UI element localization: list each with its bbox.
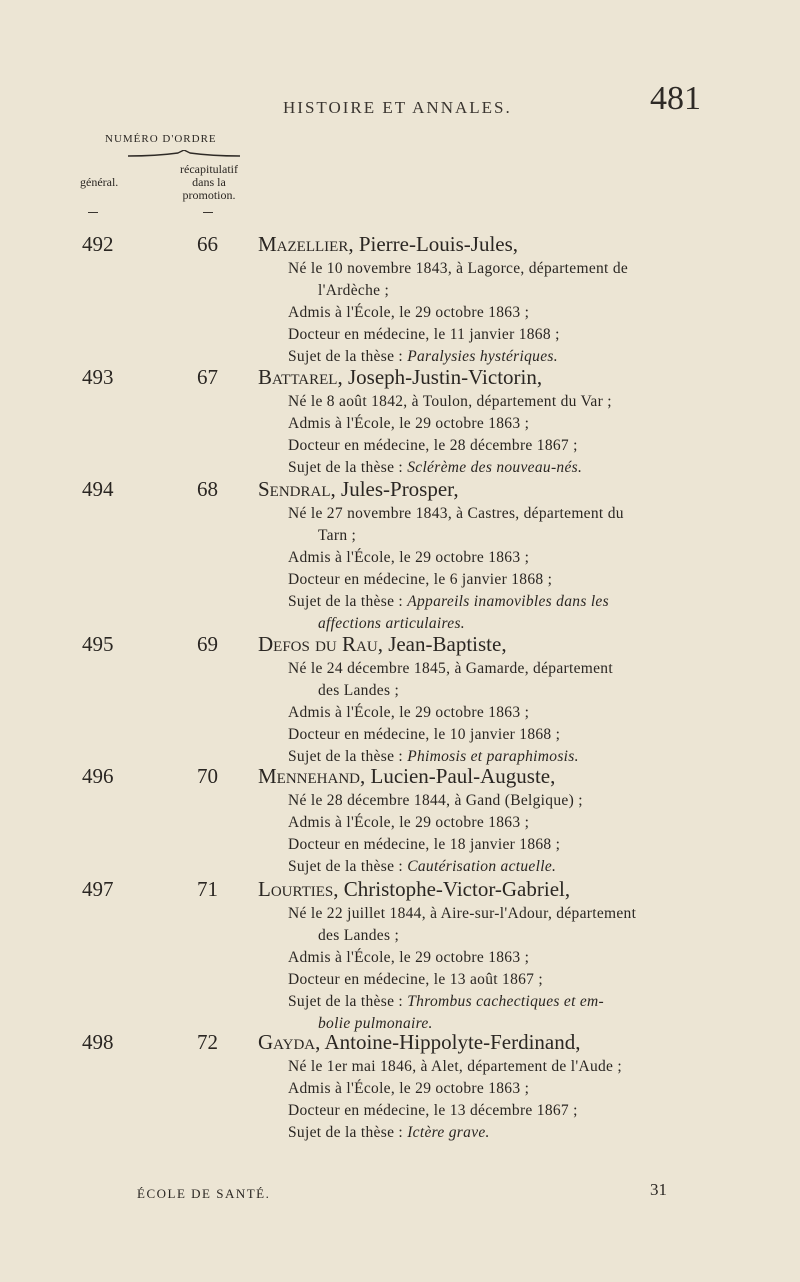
thesis-title: Sclérème des nouveau-nés. (407, 459, 583, 476)
admission-line: Admis à l'École, le 29 octobre 1863 ; (288, 704, 530, 721)
given-names: , Joseph-Justin-Victorin, (337, 365, 543, 389)
recap-line-3: promotion. (182, 188, 236, 202)
column-heading-main: NUMÉRO D'ORDRE (105, 133, 217, 145)
thesis-line (288, 856, 713, 878)
doctorate-line: Docteur en médecine, le 10 janvier 1868 ; (288, 726, 561, 743)
surname: Gayda (258, 1030, 316, 1054)
thesis-prefix: Sujet de la thèse : (288, 1124, 408, 1141)
column-heading-recap (172, 163, 246, 202)
recap-line-1: récapitulatif (180, 162, 238, 176)
general-number: 493 (82, 365, 114, 389)
entry-details (288, 391, 713, 479)
thesis-prefix: Sujet de la thèse : (288, 858, 408, 875)
thesis-title: Cautérisation actuelle. (407, 858, 557, 875)
surname: Sendral (258, 477, 331, 501)
surname: Mazellier (258, 232, 349, 256)
admission-line: Admis à l'École, le 29 octobre 1863 ; (288, 304, 530, 321)
person-name (258, 764, 555, 789)
doctorate-line: Docteur en médecine, le 28 décembre 1867 ; (288, 437, 578, 454)
general-number: 496 (82, 764, 114, 788)
birth-line: Né le 8 août 1842, à Toulon, département du Var ; (288, 393, 612, 410)
thesis-title-continued: affections articulaires. (318, 615, 465, 632)
doctorate-line: Docteur en médecine, le 13 décembre 1867 ; (288, 1102, 578, 1119)
person-name (258, 477, 459, 502)
surname: Defos du Rau (258, 632, 378, 656)
admission-line: Admis à l'École, le 29 octobre 1863 ; (288, 1080, 530, 1097)
thesis-title: Ictère grave. (407, 1124, 490, 1141)
doctorate-line: Docteur en médecine, le 11 janvier 1868 ; (288, 326, 560, 343)
birth-line: Né le 1er mai 1846, à Alet, département de l'Aude ; (288, 1058, 623, 1075)
admission-line: Admis à l'École, le 29 octobre 1863 ; (288, 949, 530, 966)
person-name (258, 1030, 581, 1055)
birth-line-continued: des Landes ; (318, 927, 400, 944)
thesis-title: Thrombus cachectiques et em- (407, 993, 605, 1010)
admission-line: Admis à l'École, le 29 octobre 1863 ; (288, 549, 530, 566)
surname: Lourties (258, 877, 334, 901)
recap-number: 71 (197, 877, 218, 901)
general-number: 494 (82, 477, 114, 501)
thesis-prefix: Sujet de la thèse : (288, 748, 408, 765)
thesis-line (288, 1122, 713, 1144)
person-name (258, 632, 507, 657)
column-dash-recap (203, 212, 213, 213)
person-name (258, 365, 542, 390)
recap-number: 72 (197, 1030, 218, 1054)
doctorate-line: Docteur en médecine, le 13 août 1867 ; (288, 971, 544, 988)
entry-details (288, 1056, 713, 1144)
entry-details (288, 790, 713, 878)
general-number: 498 (82, 1030, 114, 1054)
given-names: , Jules-Prosper, (330, 477, 459, 501)
person-name (258, 232, 518, 257)
given-names: , Christophe-Victor-Gabriel, (333, 877, 571, 901)
thesis-prefix: Sujet de la thèse : (288, 348, 408, 365)
surname: Battarel (258, 365, 338, 389)
general-number: 497 (82, 877, 114, 901)
birth-line-continued: des Landes ; (318, 682, 400, 699)
thesis-prefix: Sujet de la thèse : (288, 593, 408, 610)
entry-details (288, 258, 713, 368)
thesis-line (288, 591, 713, 613)
thesis-line (288, 457, 713, 479)
birth-line: Né le 22 juillet 1844, à Aire-sur-l'Adour, département (288, 905, 637, 922)
thesis-title: Paralysies hystériques. (407, 348, 558, 365)
doctorate-line: Docteur en médecine, le 18 janvier 1868 ; (288, 836, 561, 853)
given-names: , Pierre-Louis-Jules, (348, 232, 519, 256)
recap-number: 67 (197, 365, 218, 389)
surname: Mennehand (258, 764, 360, 788)
recap-number: 68 (197, 477, 218, 501)
running-header: HISTOIRE ET ANNALES. (283, 98, 512, 117)
doctorate-line: Docteur en médecine, le 6 janvier 1868 ; (288, 571, 553, 588)
thesis-prefix: Sujet de la thèse : (288, 993, 408, 1010)
column-dash-general (88, 212, 98, 213)
recap-number: 66 (197, 232, 218, 256)
thesis-line (288, 991, 713, 1013)
general-number: 495 (82, 632, 114, 656)
person-name (258, 877, 570, 902)
heading-brace (128, 150, 240, 158)
thesis-prefix: Sujet de la thèse : (288, 459, 408, 476)
thesis-title: Appareils inamovibles dans les (407, 593, 609, 610)
general-number: 492 (82, 232, 114, 256)
recap-number: 70 (197, 764, 218, 788)
recap-number: 69 (197, 632, 218, 656)
given-names: , Lucien-Paul-Auguste, (360, 764, 556, 788)
thesis-title-continued: bolie pulmonaire. (318, 1015, 433, 1032)
column-heading-general: général. (80, 175, 119, 189)
birth-line: Né le 27 novembre 1843, à Castres, département du (288, 505, 624, 522)
signature-mark: ÉCOLE DE SANTÉ. (137, 1186, 271, 1201)
birth-line-continued: l'Ardèche ; (318, 282, 390, 299)
entry-details (288, 503, 713, 635)
page-number: 481 (650, 80, 701, 117)
admission-line: Admis à l'École, le 29 octobre 1863 ; (288, 415, 530, 432)
entry-details (288, 658, 713, 768)
signature-number: 31 (650, 1180, 667, 1199)
birth-line-continued: Tarn ; (318, 527, 357, 544)
birth-line: Né le 10 novembre 1843, à Lagorce, département de (288, 260, 629, 277)
admission-line: Admis à l'École, le 29 octobre 1863 ; (288, 814, 530, 831)
thesis-title: Phimosis et paraphimosis. (407, 748, 579, 765)
recap-line-2: dans la (192, 175, 226, 189)
given-names: , Jean-Baptiste, (377, 632, 507, 656)
given-names: , Antoine-Hippolyte-Ferdinand, (315, 1030, 581, 1054)
entry-details (288, 903, 713, 1035)
birth-line: Né le 24 décembre 1845, à Gamarde, département (288, 660, 613, 677)
birth-line: Né le 28 décembre 1844, à Gand (Belgique) ; (288, 792, 583, 809)
